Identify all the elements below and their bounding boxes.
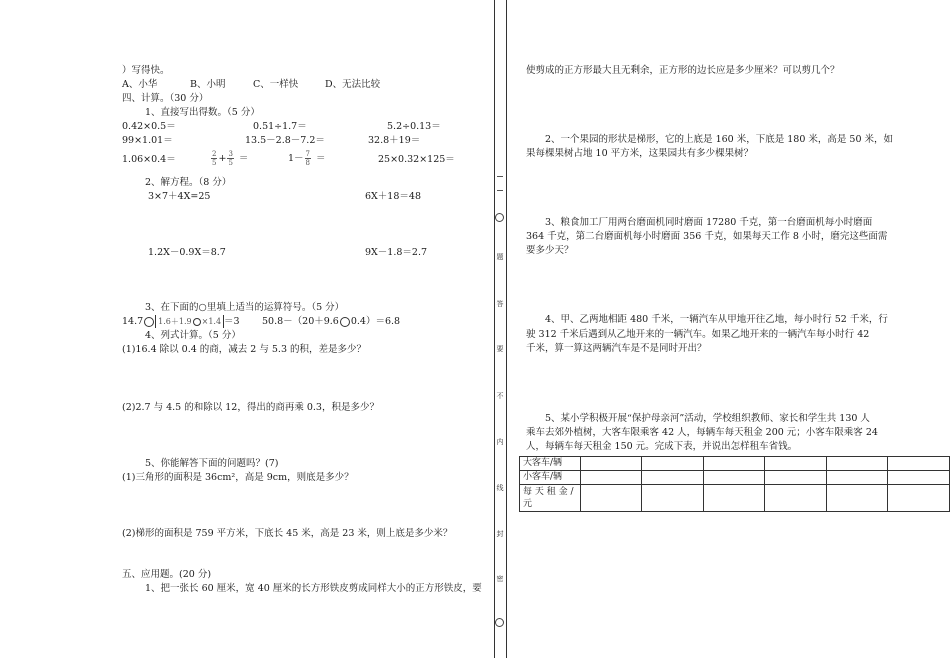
fraction: $\frac{2}{5}$ [212,150,217,167]
calc-item: 25×0.32×125＝ [378,154,455,165]
application-1: 1、把一张长 60 厘米，宽 40 厘米的长方形铁皮剪成同样大小的正方形铁皮，要 [145,583,482,594]
operator-circle[interactable] [193,318,201,326]
equation-2: 6X＋18＝48 [365,191,421,202]
question-5-heading: 5、你能解答下面的问题吗？(7) [145,458,279,469]
question-4-1: (1)16.4 除以 0.4 的商，减去 2 与 5.3 的积，差是多少？ [122,344,367,355]
table-cell[interactable] [826,485,888,512]
table-cell[interactable] [765,471,827,485]
binding-char: 题 [496,253,504,261]
application-3: 3、粮食加工厂用两台磨面机同时磨面 17280 千克，第一台磨面机每小时磨面 [545,217,873,228]
calc-item: 5.2÷0.13＝ [387,121,441,132]
rental-table [519,456,950,512]
question-1-heading: 1、直接写出得数。（5 分） [145,107,260,118]
operator-fill-a: 14.7 1.6＋1.9 ×1.4 ＝3 [122,316,240,327]
table-cell[interactable] [888,485,950,512]
application-5: 5、某小学积极开展“保护母亲河”活动，学校组织教师、家长和学生共 130 人 [545,413,870,424]
choice-b: B、小明 [190,79,226,90]
question-4-heading: 4、列式计算。（5 分） [145,330,241,341]
binding-hole-circle [495,618,504,627]
bracket-expression: 1.6＋1.9 ×1.4 [155,315,224,328]
calc-item: 99×1.01＝ [122,135,173,146]
operator-circle[interactable] [340,317,350,327]
table-row [520,457,950,471]
question-3-heading: 3、在下面的○里填上适当的运算符号。（5 分） [145,302,345,313]
table-cell[interactable] [642,485,704,512]
calc-item: 0.51÷1.7＝ [253,121,307,132]
section-5-heading: 五、应用题。(20 分) [122,569,212,580]
binding-char: 不 [496,392,504,400]
table-cell[interactable] [888,457,950,471]
table-cell[interactable] [826,471,888,485]
table-cell[interactable] [580,471,642,485]
equation-3: 1.2X－0.9X＝8.7 [148,247,226,258]
fraction: $\frac{3}{5}$ [228,150,233,167]
fraction-difference: 1－ $\frac{7}{8}$ ＝ [288,150,326,167]
binding-char: 密 [496,575,504,583]
application-5: 乘车去郊外植树，大客车限乘客 42 人，每辆车每天租金 200 元；小客车限乘客 24 [526,427,878,438]
equation-1: 3×7＋4X=25 [148,191,211,202]
binding-hole-circle [495,213,504,222]
application-3: 364 千克，第二台磨面机每小时磨面 356 千克，如果每天工作 8 小时，磨完这些面需 [526,231,888,242]
application-4: 4、甲、乙两地相距 480 千米，一辆汽车从甲地开往乙地，每小时行 52 千米，行 [545,314,888,325]
calc-item: 1.06×0.4＝ [122,154,176,165]
operator-fill-b: 50.8－（20＋9.6 0.4）＝6.8 [262,316,401,327]
table-cell[interactable] [642,471,704,485]
application-5: 人，每辆车每天租金 150 元。完成下表，并说出怎样租车省钱。 [526,441,798,452]
calc-item: 0.42×0.5＝ [122,121,176,132]
equation-4: 9X－1.8＝2.7 [365,247,428,258]
application-2: 2、一个果园的形状是梯形，它的上底是 160 米，下底是 180 米，高是 50 米，如 [545,134,894,145]
fraction-sum: $\frac{2}{5}$ + $\frac{3}{5}$ ＝ [212,150,249,167]
table-row [520,471,950,485]
binding-char: 答 [496,300,504,308]
binding-char: 内 [496,438,504,446]
question-5-2: (2)梯形的面积是 759 平方米，下底长 45 米，高是 23 米，则上底是多少米？ [122,528,453,539]
table-row [520,485,950,512]
application-4: 驶 312 千米后遇到从乙地开来的一辆汽车。如果乙地开来的一辆汽车每小时行 42 [526,329,870,340]
continuation-text: ）写得快。 [122,65,170,76]
table-cell[interactable] [888,471,950,485]
row-header: 大客车/辆 [520,457,581,471]
binding-char: 要 [496,345,504,353]
table-cell[interactable] [703,485,765,512]
table-cell[interactable] [703,471,765,485]
section-4-heading: 四、计算。（30 分） [122,93,209,104]
table-cell[interactable] [765,485,827,512]
application-4: 千米，算一算这两辆汽车是不是同时开出？ [526,343,707,354]
choice-c: C、一样快 [253,79,299,90]
application-3: 要多少天？ [526,245,574,256]
question-2-heading: 2、解方程。（8 分） [145,177,232,188]
binding-char: 封 [496,530,504,538]
table-cell[interactable] [580,485,642,512]
table-cell[interactable] [826,457,888,471]
calc-item: 32.8＋19＝ [368,135,421,146]
binding-char: 线 [496,484,504,492]
table-cell[interactable] [642,457,704,471]
application-2: 果每棵果树占地 10 平方米，这果园共有多少棵果树？ [526,148,754,159]
application-1-continued: 使剪成的正方形最大且无剩余，正方形的边长应是多少厘米？可以剪几个？ [526,65,840,76]
table-cell[interactable] [765,457,827,471]
right-page [505,0,950,658]
operator-circle[interactable] [144,317,154,327]
table-cell[interactable] [703,457,765,471]
row-header: 每 天 租 金 /元 [520,485,581,512]
question-4-2: (2)2.7 与 4.5 的和除以 12，得出的商再乘 0.3，积是多少？ [122,402,379,413]
choice-d: D、无法比较 [325,79,381,90]
fraction: $\frac{7}{8}$ [305,150,311,167]
row-header: 小客车/辆 [520,471,581,485]
table-cell[interactable] [580,457,642,471]
calc-item: 13.5－2.8－7.2＝ [245,135,325,146]
choice-a: A、小华 [122,79,158,90]
question-5-1: (1)三角形的面积是 36cm²，高是 9cm，则底是多少？ [122,472,354,483]
